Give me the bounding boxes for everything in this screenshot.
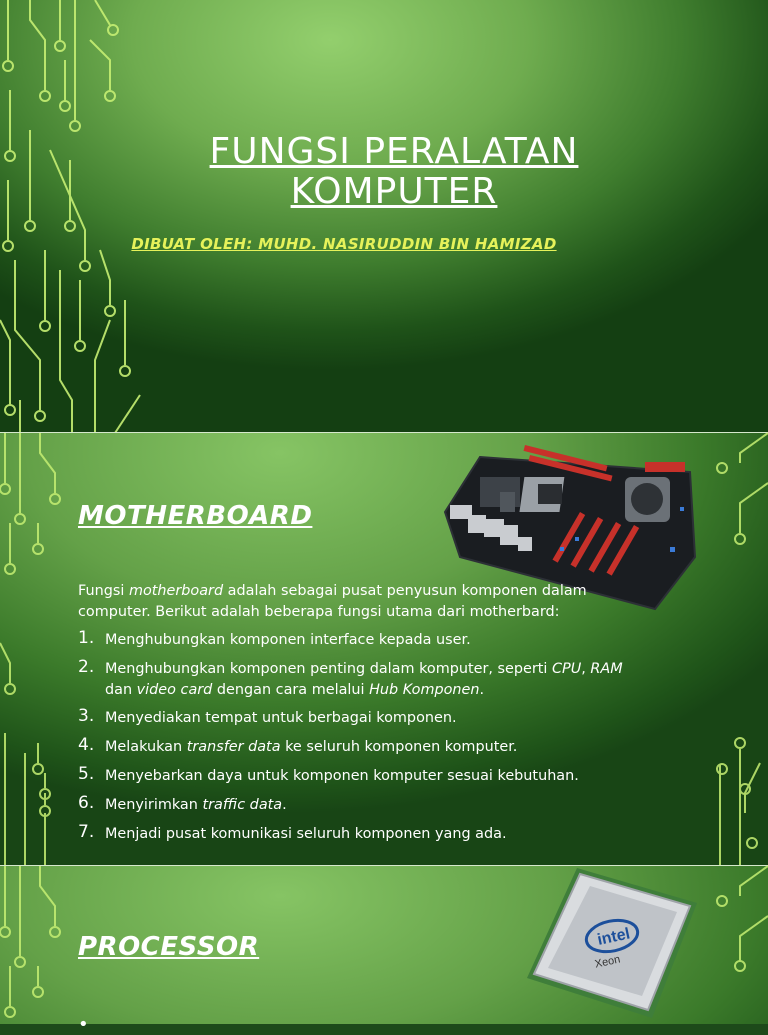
list-number: 2. [78,657,95,677]
list-item [78,795,698,816]
motherboard-function-list [78,630,698,853]
list-text: dan [105,682,137,698]
list-emphasis: video card [136,682,213,698]
intro-text: Fungsi [78,583,129,599]
circuit-decoration [0,0,160,433]
list-text: . [479,682,485,698]
list-text: , [581,661,591,677]
list-emphasis: transfer data [186,739,281,755]
motherboard-heading: MOTHERBOARD [78,501,313,531]
list-number: 6. [78,793,95,813]
list-number: 1. [78,628,95,648]
chip-brand: intel [595,925,632,949]
slide-subtitle: DIBUAT OLEH: MUHD. NASIRUDDIN BIN HAMIZAD [131,235,557,253]
list-number: 4. [78,735,95,755]
title-line-1: FUNGSI PERALATAN [209,131,579,172]
list-text: Menyebarkan daya untuk komponen komputer sesuai kebutuhan. [105,768,579,784]
list-emphasis: RAM [590,661,623,677]
list-item [78,659,698,701]
list-text: Menjadi pusat komunikasi seluruh komponen yang ada. [105,826,507,842]
processor-slide [0,866,768,1035]
list-text: ke seluruh komponen komputer. [280,739,518,755]
motherboard-slide [0,433,768,865]
list-emphasis: traffic data [202,797,283,813]
processor-heading: PROCESSOR [78,932,260,962]
list-text: . [282,797,287,813]
list-emphasis: CPU [552,661,582,677]
list-number: 3. [78,706,95,726]
list-emphasis: Hub Komponen [369,682,480,698]
list-item [78,737,698,758]
bullet: • [78,1014,89,1035]
list-number: 5. [78,764,95,784]
intro-emphasis: motherboard [128,583,224,599]
slide-title [150,132,638,212]
list-item [78,630,698,651]
title-slide [0,0,768,433]
list-item [78,824,698,845]
processor-image [522,868,697,1018]
list-item [78,708,698,729]
list-number: 7. [78,822,95,842]
intro-text-rest: adalah sebagai pusat penyusun komponen dalam computer. Berikut adalah beberapa fungsi utama dari motherbard: [78,583,587,620]
list-text: Menyirimkan [105,797,203,813]
list-text: Melakukan [105,739,187,755]
list-item [78,766,698,787]
list-text: dengan cara melalui [212,682,370,698]
list-text: Menghubungkan komponen penting dalam komputer, seperti [105,661,552,677]
list-text: Menghubungkan komponen interface kepada user. [105,632,471,648]
title-line-2: KOMPUTER [290,171,498,212]
list-text: Menyediakan tempat untuk berbagai komponen. [105,710,457,726]
chip-model: Xeon [593,953,622,971]
motherboard-intro [78,581,638,623]
